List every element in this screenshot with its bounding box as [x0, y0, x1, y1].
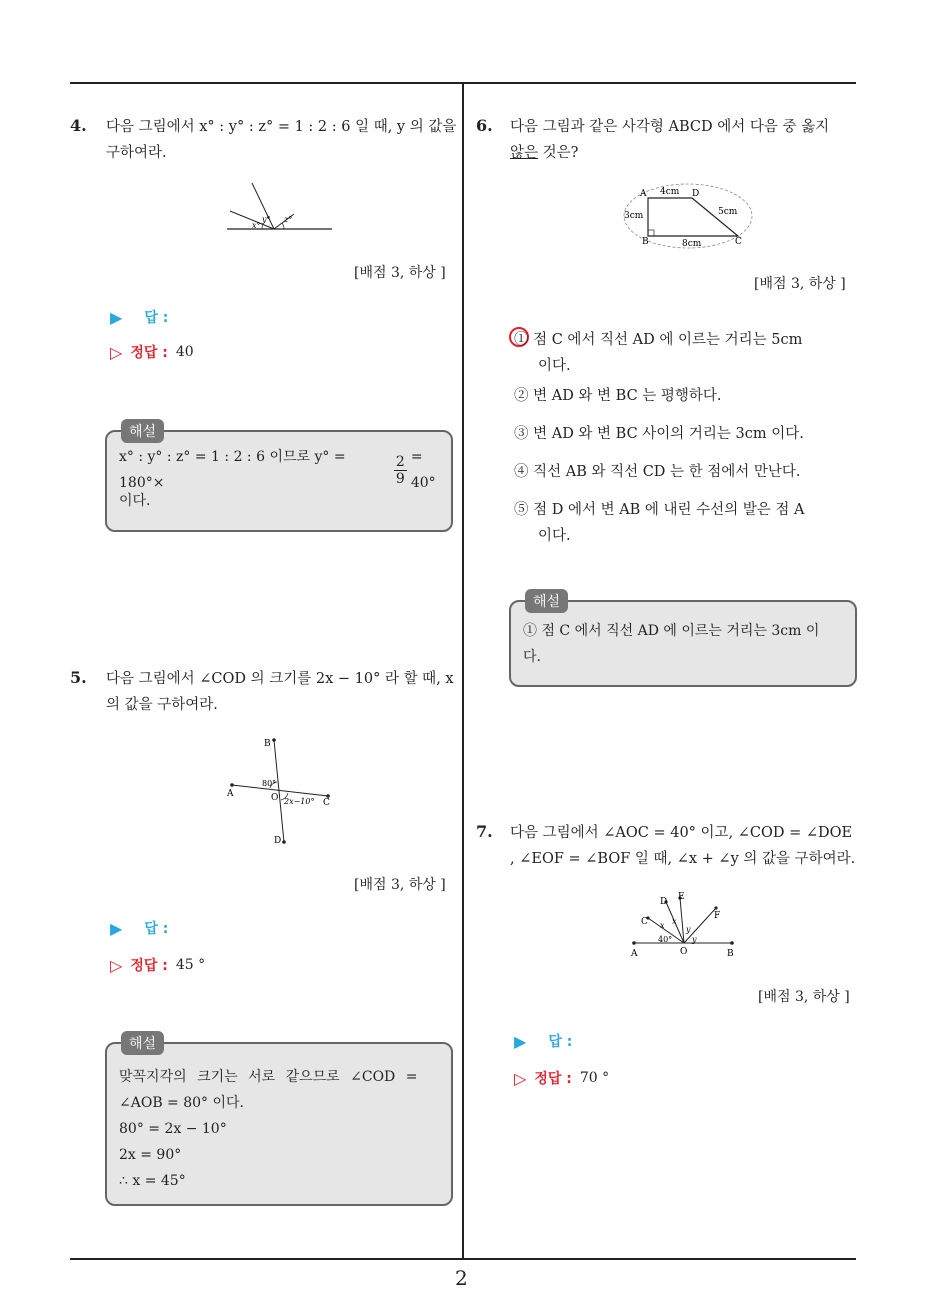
q4-explanation-tag: 해설	[121, 419, 164, 443]
q5-fig-A: A	[227, 789, 234, 799]
q7-fig-x1: x	[660, 921, 665, 930]
correct-triangle-icon: ▷	[514, 1068, 527, 1088]
q5-fig-C: C	[323, 798, 330, 808]
answer-triangle-icon: ▶	[514, 1031, 527, 1051]
q6-text-underlined: 않은	[510, 145, 539, 161]
q6-choice-5-cont: 이다.	[538, 528, 571, 544]
q6-choice-1[interactable]: ① 점 C 에서 직선 AD 에 이르는 거리는 5cm	[514, 332, 803, 348]
q4-explanation-box	[105, 424, 453, 532]
q6-text-line1: 다음 그림과 같은 사각형 ABCD 에서 다음 중 옳지	[510, 119, 830, 135]
q4-text-line1: 다음 그림에서 x° : y° : z° = 1 : 2 : 6 일 때, y 의 값을	[106, 119, 457, 135]
q7-fig-angle: 40°	[658, 935, 673, 944]
q5-text-line2: 의 값을 구하여라.	[106, 697, 218, 713]
q6-number: 6.	[476, 116, 493, 135]
q6-fig-right: 5cm	[718, 207, 738, 217]
q4-fraction	[394, 454, 407, 487]
q4-frac-den: 9	[395, 470, 405, 487]
q4-figure	[222, 180, 337, 236]
q6-fig-A: A	[640, 189, 647, 199]
q4-number: 4.	[70, 116, 87, 135]
q4-explanation-tail: = 40°	[410, 449, 436, 491]
answer-triangle-icon: ▶	[110, 307, 123, 327]
q4-answer-label: 답 :	[144, 310, 169, 326]
q5-figure	[222, 732, 342, 850]
q7-fig-A: A	[631, 949, 638, 959]
q4-correct-value: 40	[175, 344, 194, 360]
q6-fig-top: 4cm	[660, 187, 680, 197]
q4-correct-row	[110, 342, 194, 362]
q4-fig-y: y°	[262, 215, 271, 224]
q4-meta: [배점 3, 하상 ]	[354, 265, 446, 281]
q6-choice-2[interactable]: ② 변 AD 와 변 BC 는 평행하다.	[514, 388, 722, 404]
q4-fig-z: z°	[284, 215, 293, 224]
q7-fig-x2: x	[672, 917, 677, 926]
q5-explanation-tag: 해설	[121, 1031, 164, 1055]
q7-correct-label: 정답 :	[534, 1071, 572, 1087]
q5-explanation-line5: ∴ x = 45°	[119, 1173, 186, 1189]
q4-text-line2: 구하여라.	[106, 145, 167, 161]
q6-explanation-line2: 다.	[523, 649, 541, 665]
q6-explanation-line1: ① 점 C 에서 직선 AD 에 이르는 거리는 3cm 이	[523, 623, 820, 639]
q6-fig-D: D	[692, 189, 700, 199]
q7-fig-y1: y	[686, 925, 691, 934]
q6-fig-left: 3cm	[624, 211, 644, 221]
q4-answer-row	[110, 307, 176, 327]
q5-explanation-box	[105, 1036, 453, 1206]
q7-answer-row	[514, 1031, 572, 1051]
q4-frac-num: 2	[395, 453, 405, 470]
q7-fig-E: E	[678, 892, 685, 902]
q4-explanation-line1: x° : y° : z° = 1 : 2 : 6 이므로 y° = 180°×	[119, 449, 346, 491]
q4-explanation-line2: 이다.	[119, 493, 151, 509]
q6-figure	[620, 180, 755, 252]
q5-text-line1: 다음 그림에서 ∠COD 의 크기를 2x − 10° 라 할 때, x	[106, 671, 454, 687]
q4-fig-x: x°	[252, 221, 261, 230]
q7-text-line2: , ∠EOF = ∠BOF 일 때, ∠x + ∠y 의 값을 구하여라.	[510, 851, 856, 867]
q7-fig-y2: y	[692, 935, 697, 944]
q5-explanation-line3: 80° = 2x − 10°	[119, 1121, 227, 1137]
q6-fig-C: C	[735, 237, 742, 247]
q7-number: 7.	[476, 822, 493, 841]
q5-correct-label: 정답 :	[130, 958, 168, 974]
q5-answer-label: 답 :	[144, 921, 169, 937]
q6-choice-1-cont: 이다.	[538, 358, 571, 374]
correct-triangle-icon: ▷	[110, 342, 123, 362]
q6-fig-B: B	[642, 237, 649, 247]
correct-triangle-icon: ▷	[110, 955, 123, 975]
q5-fig-D: D	[274, 836, 282, 846]
q6-choice-5[interactable]: ⑤ 점 D 에서 변 AB 에 내린 수선의 발은 점 A	[514, 502, 805, 518]
q6-fig-bottom: 8cm	[682, 239, 702, 249]
answer-triangle-icon: ▶	[110, 918, 123, 938]
q5-meta: [배점 3, 하상 ]	[354, 877, 446, 893]
q5-explanation-body	[119, 1064, 417, 1194]
q6-explanation-body	[523, 618, 819, 670]
q6-explanation-box	[509, 594, 857, 687]
q7-fig-B: B	[727, 949, 734, 959]
column-divider	[462, 84, 464, 1259]
q7-fig-D: D	[660, 897, 668, 907]
q6-text-rest: 것은?	[538, 145, 579, 161]
q4-correct-label: 정답 :	[130, 345, 168, 361]
q7-correct-row	[514, 1068, 609, 1088]
q5-answer-row	[110, 918, 168, 938]
q5-number: 5.	[70, 668, 87, 687]
q7-correct-value: 70 °	[579, 1070, 610, 1086]
q5-fig-angle2: 2x−10°	[284, 797, 315, 806]
q6-choice-3[interactable]: ③ 변 AD 와 변 BC 사이의 거리는 3cm 이다.	[514, 426, 804, 442]
q7-fig-C: C	[641, 917, 648, 927]
q7-fig-F: F	[714, 911, 721, 921]
q7-text-line1: 다음 그림에서 ∠AOC = 40° 이고, ∠COD = ∠DOE	[510, 825, 853, 841]
q4-explanation-body	[119, 449, 451, 514]
q5-explanation-line2: ∠AOB = 80° 이다.	[119, 1095, 245, 1111]
q7-answer-label: 답 :	[548, 1034, 573, 1050]
q6-meta: [배점 3, 하상 ]	[754, 276, 846, 292]
q5-correct-value: 45 °	[175, 957, 206, 973]
q5-fig-angle1: 80°	[262, 779, 277, 788]
q5-explanation-line4: 2x = 90°	[119, 1147, 182, 1163]
q5-explanation-line1: 맞꼭지각의 크기는 서로 같으므로 ∠COD =	[119, 1069, 418, 1085]
q6-text-line2	[510, 140, 578, 166]
q5-fig-B: B	[264, 739, 271, 749]
page-number: 2	[455, 1266, 468, 1290]
q6-choice-4[interactable]: ④ 직선 AB 와 직선 CD 는 한 점에서 만난다.	[514, 464, 801, 480]
q7-fig-O: O	[680, 947, 688, 957]
q7-figure	[628, 888, 743, 960]
q6-explanation-tag: 해설	[525, 589, 568, 613]
q5-fig-O: O	[271, 793, 279, 803]
q5-correct-row	[110, 955, 205, 975]
q7-meta: [배점 3, 하상 ]	[758, 989, 850, 1005]
